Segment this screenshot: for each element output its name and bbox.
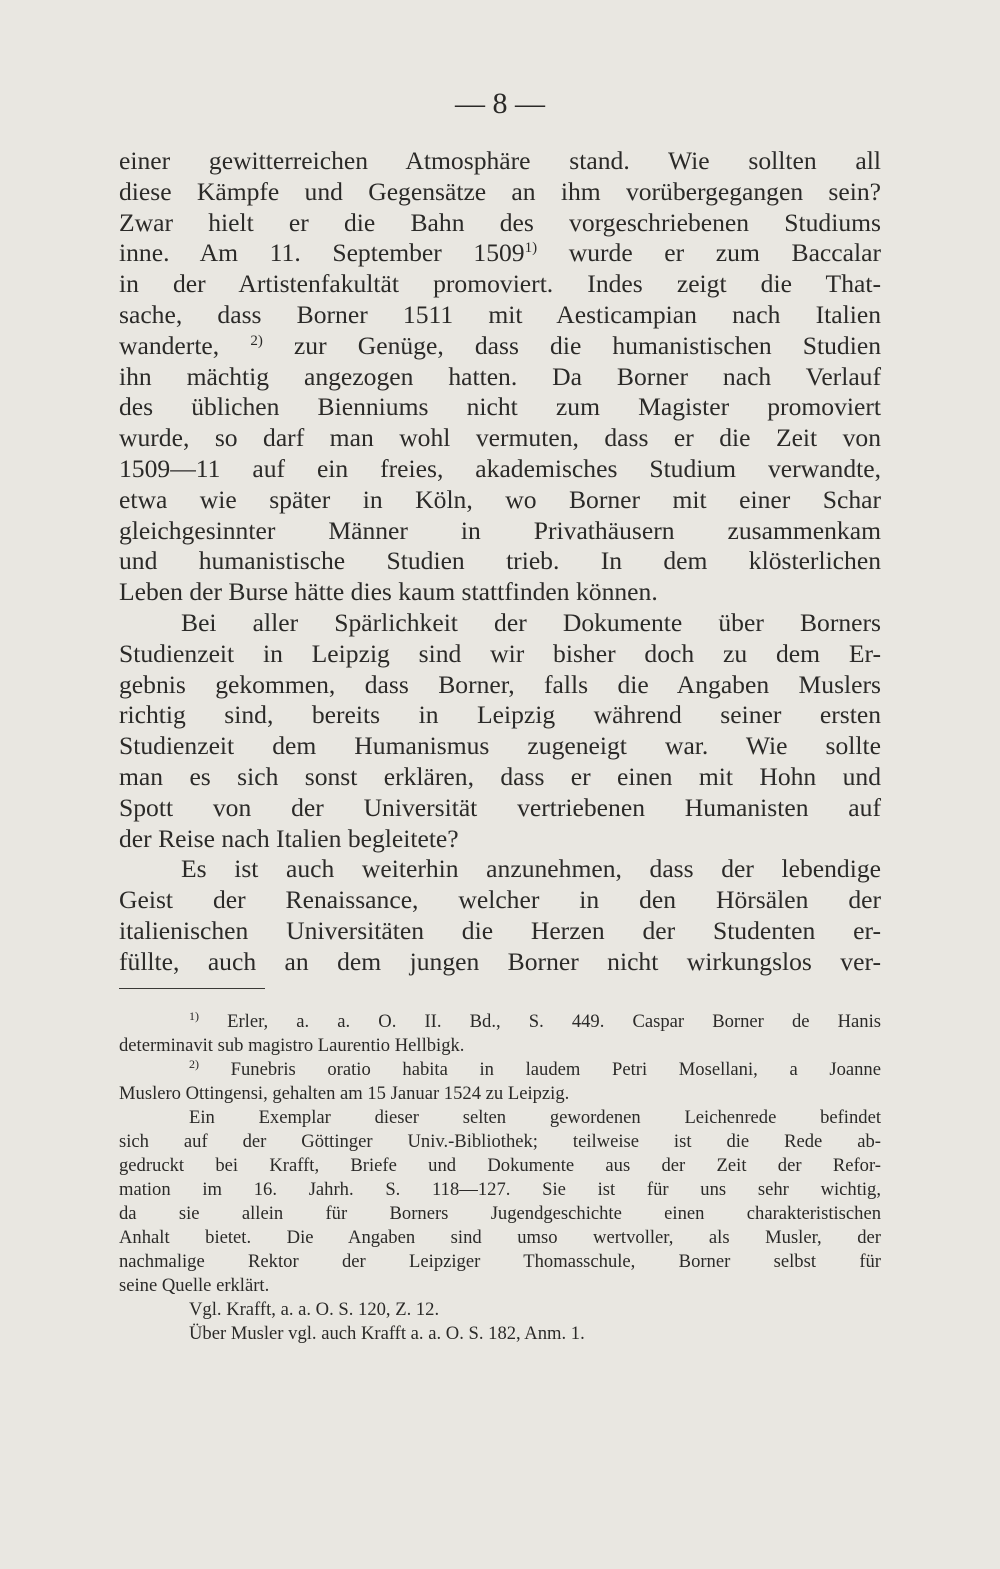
footnote-marker: 1) [524,240,538,257]
text-line-text: wanderte, [119,330,251,360]
footnote-line-text: Erler, a. a. O. II. Bd., S. 449. Caspar Borner de Hanis [199,1011,881,1032]
footnote-line [119,1058,881,1082]
text-line: in der Artistenfakultät promoviert. Indes zeigt die That- [119,269,881,299]
text-line: Leben der Burse hätte dies kaum stattfinden können. [119,577,658,607]
footnotes [119,1010,881,1346]
footnote-line: da sie allein für Borners Jugendgeschichte einen charakteristischen [119,1203,881,1224]
footnote-marker: 2) [250,332,263,349]
text-line: italienischen Universitäten die Herzen der Studenten er- [119,915,881,945]
text-line: Es ist auch weiterhin anzunehmen, dass der lebendige [181,854,881,884]
footnote-marker: 1) [189,1009,199,1023]
text-line: 1509—11 auf ein freies, akademisches Studium verwandte, [119,453,881,483]
footnote-line: nachmalige Rektor der Leipziger Thomasschule, Borner selbst für [119,1251,881,1272]
text-line: Studienzeit in Leipzig sind wir bisher doch zu dem Er- [119,638,881,668]
footnote-line: Muslero Ottingensi, gehalten am 15 Januar 1524 zu Leipzig. [119,1083,570,1104]
footnote-line: mation im 16. Jahrh. S. 118—127. Sie ist für uns sehr wichtig, [119,1179,881,1200]
footnote-line: sich auf der Göttinger Univ.-Bibliothek; teilweise ist die Rede ab- [119,1131,881,1152]
footnote-line: seine Quelle erklärt. [119,1275,270,1296]
text-line [119,331,881,362]
text-line: des üblichen Bienniums nicht zum Magister promoviert [119,392,881,422]
footnote-line: gedruckt bei Krafft, Briefe und Dokumente aus der Zeit der Refor- [119,1155,881,1176]
text-line: Geist der Renaissance, welcher in den Hörsälen der [119,885,881,915]
footnote-line: determinavit sub magistro Laurentio Hellbigk. [119,1035,465,1056]
text-line-text: inne. Am 11. September 1509 [119,238,525,268]
page-number: — 8 — [455,87,545,120]
text-line: füllte, auch an dem jungen Borner nicht wirkungslos ver- [119,946,881,976]
text-line: diese Kämpfe und Gegensätze an ihm vorübergegangen sein? [119,176,881,206]
footnote-line: Über Musler vgl. auch Krafft a. a. O. S. 182, Anm. 1. [189,1323,585,1344]
footnote-separator [119,988,265,989]
text-line: richtig sind, bereits in Leipzig während seiner ersten [119,700,881,730]
footnote-line-text: Funebris oratio habita in laudem Petri Mosellani, a Joanne [199,1059,881,1080]
footnote-marker: 2) [189,1057,199,1071]
main-text [119,146,881,978]
text-line: gebnis gekommen, dass Borner, falls die Angaben Muslers [119,669,881,699]
text-line: gleichgesinnter Männer in Privathäusern zusammenkam [119,515,881,545]
text-line: und humanistische Studien trieb. In dem klösterlichen [119,546,881,576]
text-line: einer gewitterreichen Atmosphäre stand. Wie sollten all [119,146,881,175]
footnote-line: Anhalt bietet. Die Angaben sind umso wertvoller, als Musler, der [119,1227,881,1248]
text-line: der Reise nach Italien begleitete? [119,823,459,853]
text-line: Spott von der Universität vertriebenen Humanisten auf [119,792,881,822]
text-line-text: wurde er zum Baccalar [537,238,881,268]
text-line: man es sich sonst erklären, dass er einen mit Hohn und [119,761,881,791]
text-line: etwa wie später in Köln, wo Borner mit einer Schar [119,484,881,514]
text-line: Studienzeit dem Humanismus zugeneigt war. Wie sollte [119,731,881,761]
text-line: Zwar hielt er die Bahn des vorgeschriebenen Studiums [119,207,881,237]
text-line-text: zur Genüge, dass die humanistischen Studien [262,330,881,360]
footnote-line [119,1010,881,1034]
text-line: wurde, so darf man wohl vermuten, dass er die Zeit von [119,423,881,453]
footnote-line: Vgl. Krafft, a. a. O. S. 120, Z. 12. [189,1299,440,1320]
footnote-line: Ein Exemplar dieser selten gewordenen Leichenrede befindet [189,1107,881,1128]
text-line: sache, dass Borner 1511 mit Aesticampian nach Italien [119,299,881,329]
text-line: ihn mächtig angezogen hatten. Da Borner nach Verlauf [119,361,881,391]
text-line [119,238,881,269]
text-line: Bei aller Spärlichkeit der Dokumente über Borners [181,607,881,637]
